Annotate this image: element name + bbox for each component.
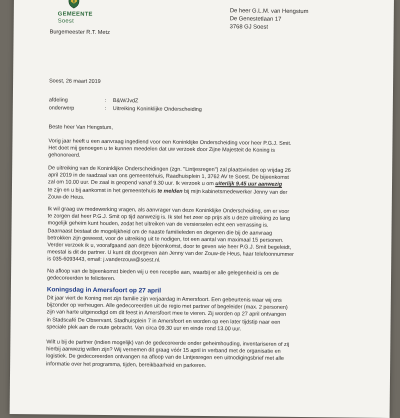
text-line: Dit jaar viert de Koning met zijn familie zijn verjaardag in Amersfoort. Een gebeurtenis waar wij ons: [46, 295, 282, 304]
text-line: april 2019 in de raadzaal van ons gemeentehuis, Raadhuisplein 1, 3762 AV te Soest. De bijeenkomst: [48, 172, 289, 182]
logo-line-2: Soest: [57, 17, 75, 25]
text-line: Zouw-de Heus.: [47, 194, 85, 201]
text-line: is 035-6093443, email: j.vanderzouw@soest.nl.: [47, 256, 161, 264]
municipality-crest-icon: [68, 0, 80, 9]
text-line: Wilt u bij de partner (indien mogelijk) van de gedecoreerde onder geheimhouding, inventariseren of zij: [46, 339, 290, 348]
text-run: bij mijn kabinetsmedewerker Jenny van der: [183, 188, 288, 196]
logo-line-1: GEMEENTE: [57, 11, 93, 18]
afdeling-colon: :: [104, 97, 107, 104]
text-run: te zijn en u bij aankomst in het gemeentehuis: [47, 186, 156, 195]
text-line: informatie over het programma, tijden, bereikbaarheid en parkeren.: [46, 360, 207, 369]
letter-date: Soest, 26 maart 2019: [49, 78, 101, 85]
paragraph-cooperation: [47, 206, 378, 267]
text-line: betrokken zijn geweest, voor de uitreiking uit te nodigen, tot een aantal van maximaal 15 personen.: [47, 235, 284, 244]
text-line: Daarnaast bestaat de mogelijkheid om de naaste familieleden en degenen die bij de aanvraag: [47, 227, 273, 237]
text-run: zal om 10.00 uur. De zaal is geopend vanaf 9.30 uur. Ik verzoek u om: [47, 179, 214, 188]
text-line: gehonoreerd.: [48, 152, 81, 160]
paragraph-ceremony: [48, 165, 378, 204]
text-line: Vorig jaar heeft u een aanvraag ingediend voor een Koninklijke Onderscheiding voor heer P.G.J. Smit.: [48, 138, 292, 147]
addressee-name: De heer G.L.M. van Hengstum: [229, 8, 309, 16]
paragraph-request: [48, 138, 378, 163]
text-line: logistiek. De gedecoreerden ontvangen na afloop van de Lintjesregen een uitnodigingsbrief met alle: [46, 353, 284, 363]
arrival-deadline: uiterlijk 9.45 uur aanwezig: [215, 181, 283, 189]
municipality-logo-text: [58, 11, 93, 24]
text-line: Ik wil graag uw medewerking vragen, als aanvrager van deze Koninklijke Onderscheiding, om er voor: [47, 206, 290, 215]
paragraph-kingsday: [46, 295, 376, 334]
afdeling-label: afdeling: [48, 97, 68, 104]
section-heading: Koningsdag in Amersfoort op 27 april: [46, 286, 162, 295]
text-line: te zorgen dat heer P.G.J. Smit op tijd aanwezig is. Ik stel het zeer op prijs als u deze uitreiking zo lang: [47, 213, 291, 223]
report-instruction: te melden: [157, 188, 183, 195]
addressee-city: 3768 GJ Soest: [229, 24, 269, 31]
onderwerp-label: onderwerp: [48, 105, 75, 112]
addressee-street: De Genestetlaan 17: [229, 16, 282, 23]
paragraph-partner: [46, 339, 376, 371]
sender-name: Burgemeester R.T. Metz: [49, 29, 110, 37]
text-line: Verder verzoek ik u, voorafgaand aan deze bijeenkomst, door te geven wie heer P.G.J. Smit begeleidt,: [47, 242, 292, 251]
text-line: De uitreiking van de Koninklijke Onderscheidingen (zgn. "Lintjesregen") zal plaatsvinden op vrijdag 26: [48, 165, 291, 174]
text-line: gedecoreerden te feliciteren.: [46, 275, 116, 283]
text-line: zijn van harte uitgenodigd om dit feest in Amersfoort mee te vieren. Zij worden op 27 april ontvangen: [46, 309, 287, 319]
text-line: Na afloop van de bijeenkomst bieden wij u een receptie aan, waarbij er alle gelegenheid is om de: [47, 268, 279, 277]
salutation: Beste heer Van Hengstum,: [48, 124, 113, 132]
text-line: bijzonder op verheugen. Alle gedecoreerden uit de regio met partner of begeleider (max. 2 personen): [46, 302, 288, 312]
text-line: Het doet mij genoegen u te kunnen meedelen dat uw verzoek door Zijne Majesteit de Koning is: [48, 145, 275, 154]
text-line: mogelijk geheim kunt houden, zodat het uitreiken van de versierselen echt een verrassing is.: [47, 220, 269, 230]
onderwerp-value: Uitreiking Koninklijke Onderscheiding: [112, 106, 202, 113]
letter-page: [10, 0, 394, 418]
afdeling-value: B&W/JvdZ: [112, 98, 139, 105]
paragraph-reception: [47, 268, 377, 286]
text-line: speciale plek aan de route gebracht. Van circa 09.30 uur en einde rond 13.00 uur.: [46, 324, 242, 333]
onderwerp-colon: :: [104, 105, 107, 112]
text-line: in Stadscafé De Observant, Stadhuisplein 7 in Amersfoort en worden op een later tijdstip naar een: [46, 316, 281, 326]
text-line: hierbij aanwezig willen zijn? Wij vernemen dit graag vóór 15 april in verband met de organisatie en: [46, 346, 281, 356]
text-line: meestal is dit de partner. U kunt dit doorgeven aan Jenny van der Zouw-de Heus, haar telefoonnummer: [47, 249, 294, 259]
